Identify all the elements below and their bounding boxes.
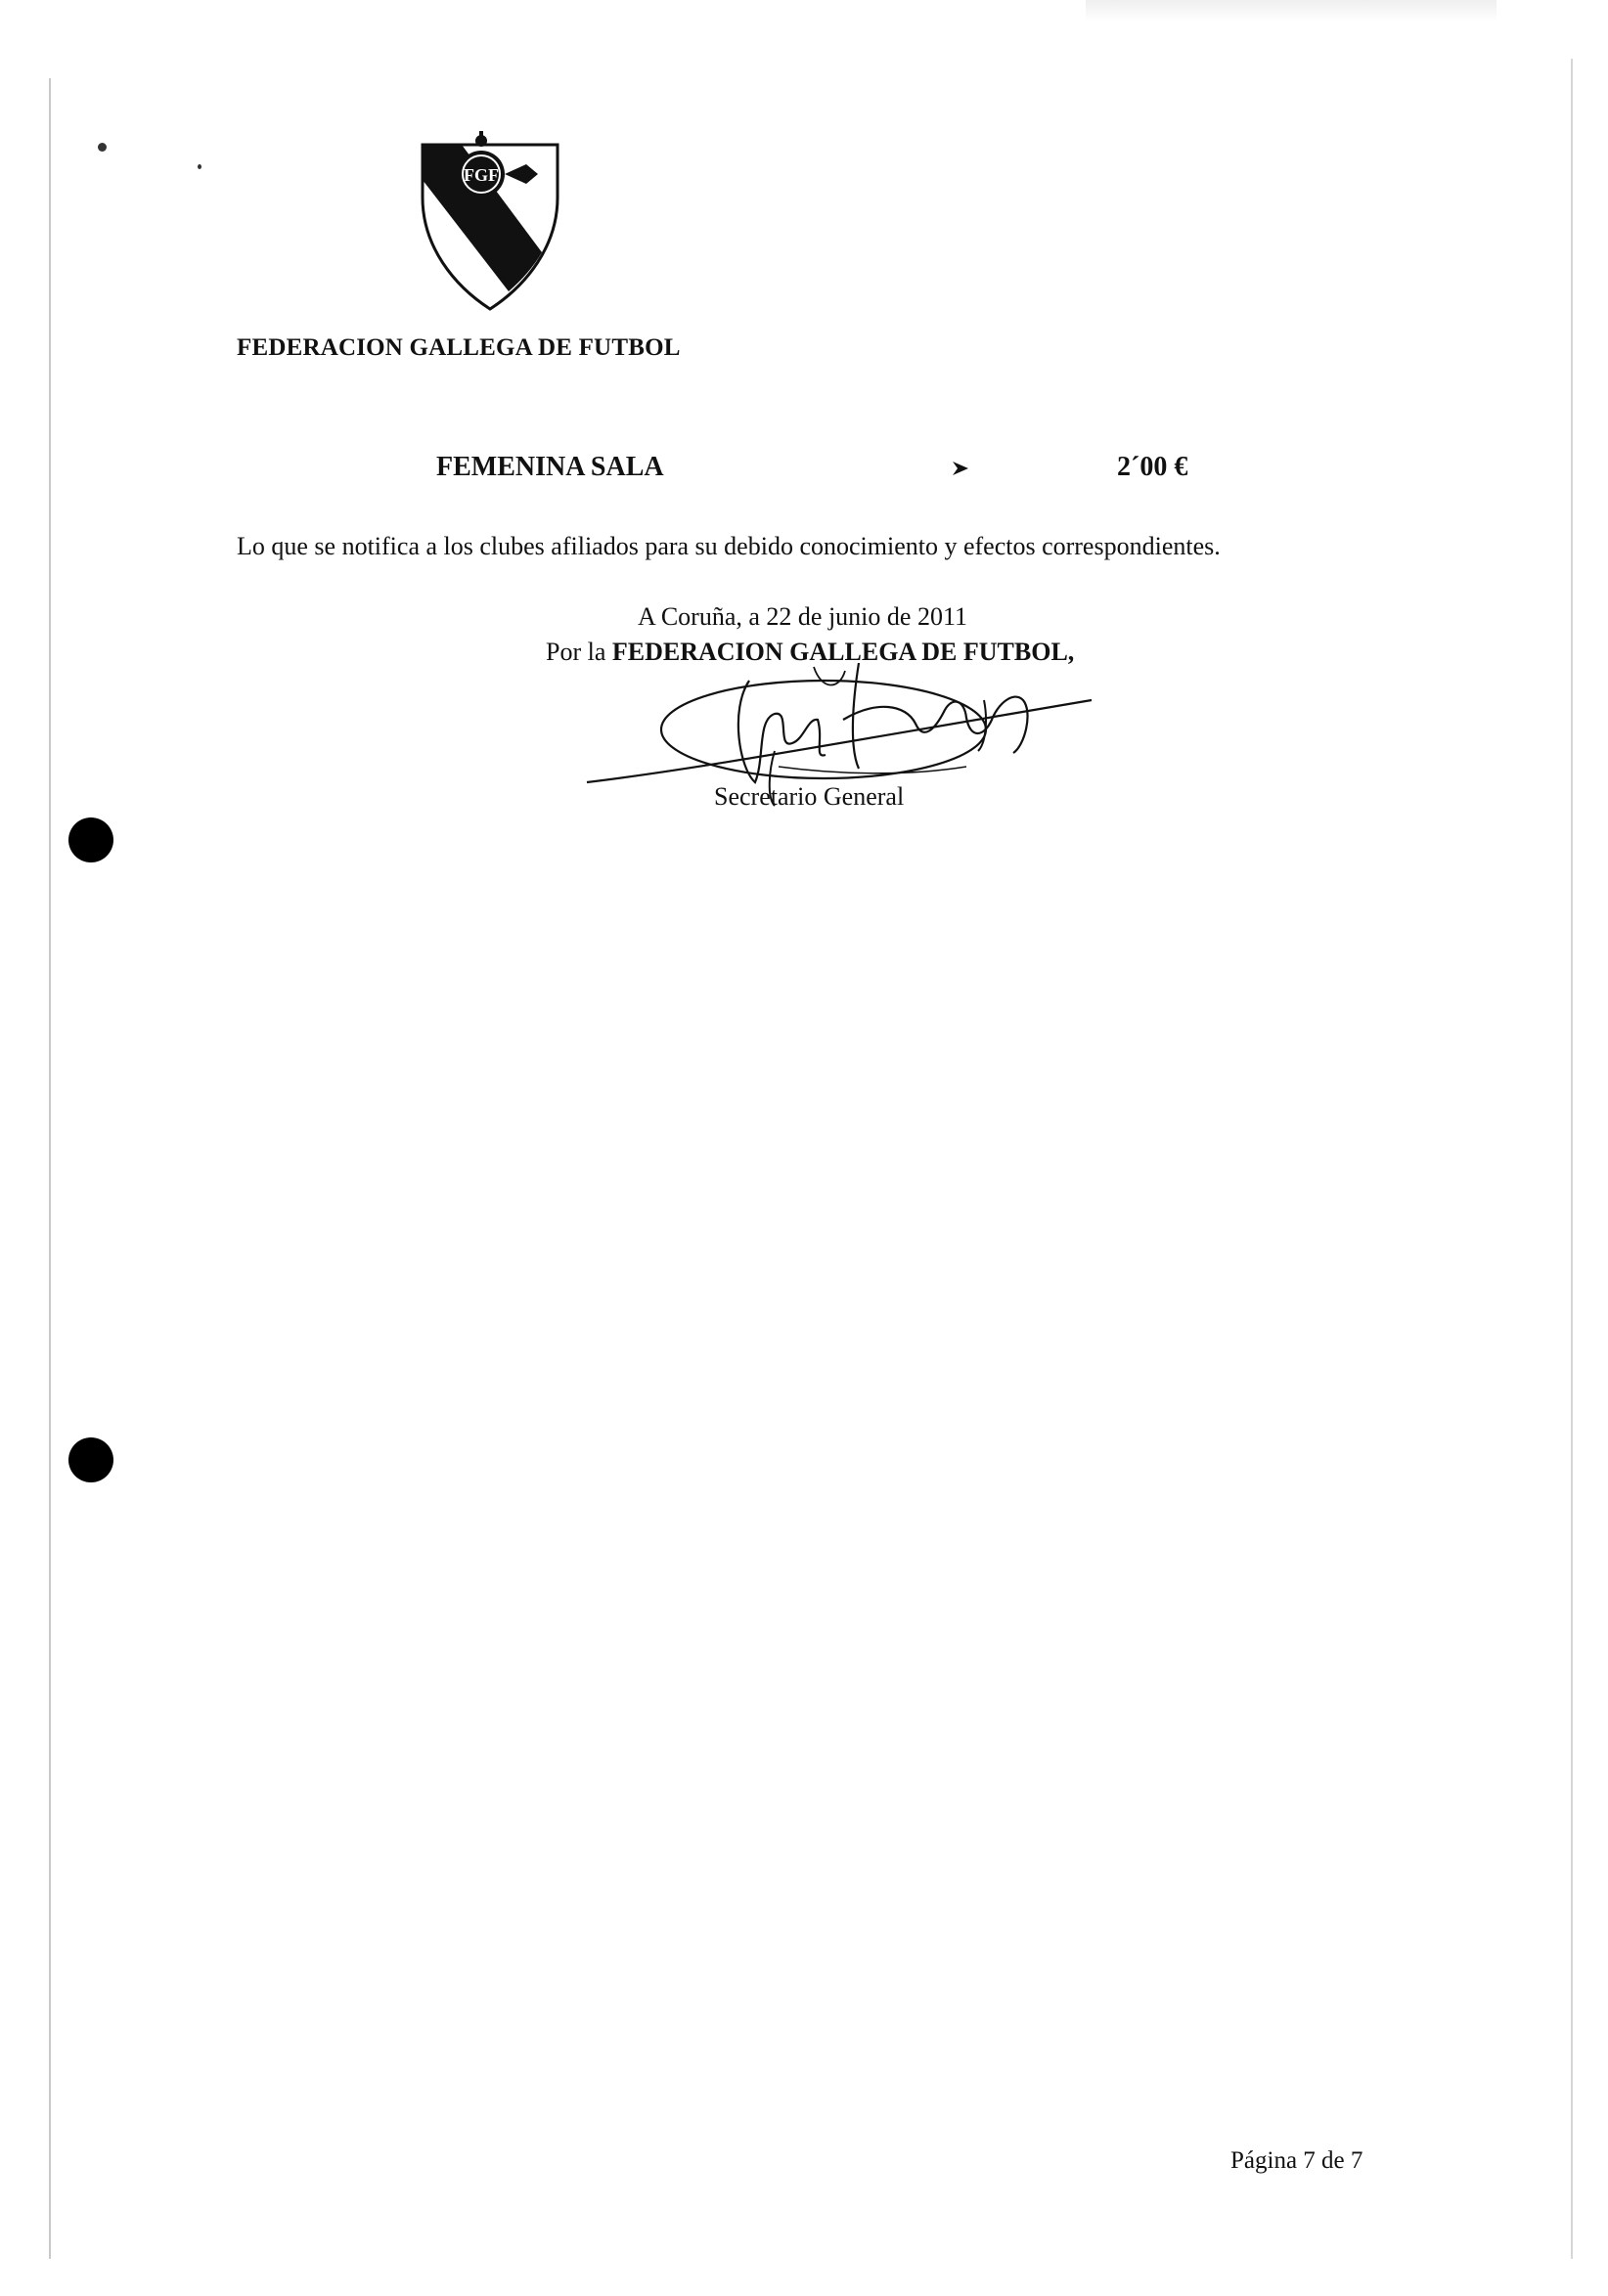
notice-paragraph: Lo que se notifica a los clubes afiliados para su debido conocimiento y efectos correspondientes. — [237, 532, 1221, 560]
fee-category: FEMENINA SALA — [436, 452, 664, 482]
arrow-right-icon — [951, 460, 970, 477]
federation-name: FEDERACION GALLEGA DE FUTBOL — [237, 334, 681, 361]
svg-text:FGF: FGF — [464, 165, 499, 185]
page-number: Página 7 de 7 — [1230, 2147, 1363, 2174]
fee-amount: 2´00 € — [1117, 452, 1188, 482]
signatory-title: Secretario General — [714, 782, 905, 811]
fee-item-row — [0, 452, 1608, 491]
page-edge-right — [1571, 59, 1573, 2259]
scan-speck — [198, 164, 201, 169]
federation-crest-icon — [419, 129, 561, 311]
signed-by-prefix: Por la — [546, 638, 606, 666]
punch-hole-lower — [68, 1437, 113, 1482]
punch-hole-upper — [68, 817, 113, 862]
scan-speck — [98, 143, 107, 152]
page-edge-left — [49, 78, 51, 2259]
scan-smudge — [1086, 0, 1496, 22]
place-and-date: A Coruña, a 22 de junio de 2011 — [638, 602, 967, 631]
signed-by-entity: FEDERACION GALLEGA DE FUTBOL, — [611, 638, 1075, 666]
